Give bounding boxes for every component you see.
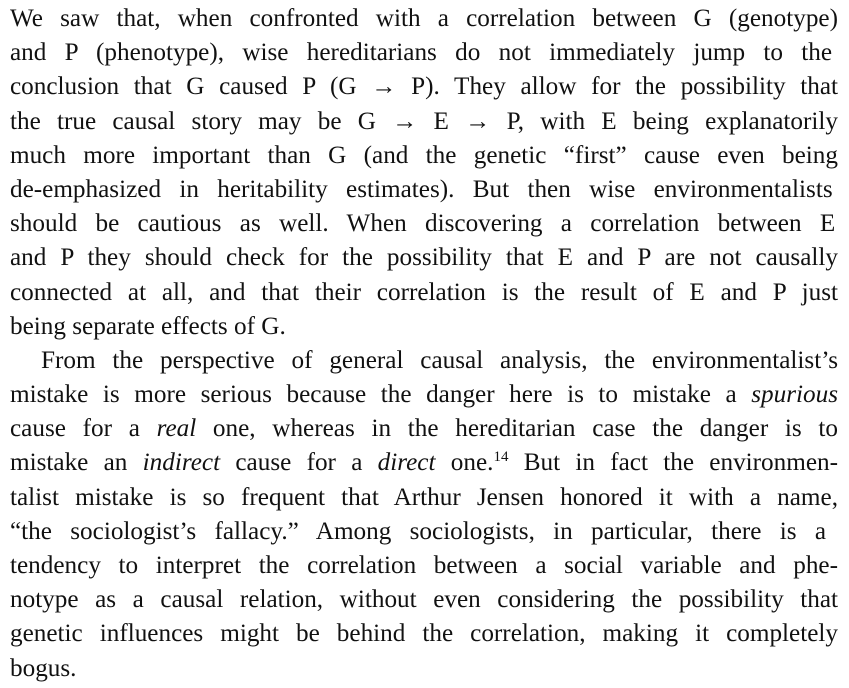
text-segment: “the sociologist’s fallacy.” Among sociologists, in particular, there is a: [10, 517, 827, 545]
text-line: [10, 241, 838, 275]
emphasis-real: real: [156, 415, 197, 443]
text-segment: bogus.: [10, 654, 77, 682]
text-line: [10, 139, 838, 173]
text-line: [10, 549, 838, 583]
text-segment: talist mistake is so frequent that Arthur Jensen honored it with a name,: [10, 483, 838, 511]
text-line: [10, 70, 838, 104]
emphasis-indirect: indirect: [142, 449, 221, 477]
emphasis-spurious: spurious: [751, 381, 838, 409]
text-segment: From the perspective of general causal analysis, the environmentalist’s: [41, 346, 838, 374]
text-segment: the true causal story may be G → E → P, with E being explanatorily: [10, 107, 838, 135]
text-segment: notype as a causal relation, without even considering the possibility that: [10, 586, 838, 614]
text-line: [10, 310, 838, 344]
text-line: [10, 105, 838, 139]
text-line: [10, 207, 838, 241]
text-line: [10, 2, 838, 36]
text-segment: and P they should check for the possibility that E and P are not causally: [10, 244, 838, 272]
text-segment: mistake is more serious because the danger here is to mistake a: [10, 381, 752, 409]
text-line: [10, 378, 838, 412]
text-line: [10, 583, 838, 617]
paragraph-2: [10, 344, 838, 686]
text-line: [10, 412, 838, 446]
text-segment: much more important than G (and the genetic “first” cause even being: [10, 141, 838, 169]
text-segment: should be cautious as well. When discovering a correlation between E: [10, 210, 836, 238]
text-segment: We saw that, when confronted with a correlation between G (genotype): [10, 5, 838, 32]
text-segment: But in fact the environmen-: [508, 449, 838, 477]
text-segment: cause for a: [10, 415, 157, 443]
text-line: [10, 446, 838, 480]
footnote-marker[interactable]: 14: [493, 449, 509, 466]
text-line: [10, 652, 838, 686]
text-line: [10, 276, 838, 310]
text-segment: de-emphasized in heritability estimates). But then wise environmentalists: [10, 175, 833, 203]
text-line: [10, 617, 838, 651]
text-line: [10, 173, 838, 207]
document-page: [10, 2, 838, 686]
text-segment: being separate effects of G.: [10, 312, 286, 340]
text-segment: tendency to interpret the correlation between a social variable and phe-: [10, 552, 838, 579]
text-segment: cause for a: [220, 449, 378, 477]
text-segment: and P (phenotype), wise hereditarians do not immediately jump to the: [10, 39, 833, 67]
paragraph-1: [10, 2, 838, 344]
text-segment: one, whereas in the hereditarian case the danger is to: [196, 415, 839, 443]
text-line: [10, 36, 838, 70]
emphasis-direct: direct: [377, 449, 436, 477]
text-segment: one.: [435, 449, 494, 477]
text-line: [10, 344, 838, 378]
text-line: [10, 515, 838, 549]
text-segment: conclusion that G caused P (G → P). They allow for the possibility that: [10, 73, 838, 101]
text-segment: mistake an: [10, 449, 143, 477]
text-segment: genetic influences might be behind the correlation, making it completely: [10, 620, 838, 648]
text-segment: connected at all, and that their correlation is the result of E and P just: [10, 278, 838, 306]
text-line: [10, 481, 838, 515]
